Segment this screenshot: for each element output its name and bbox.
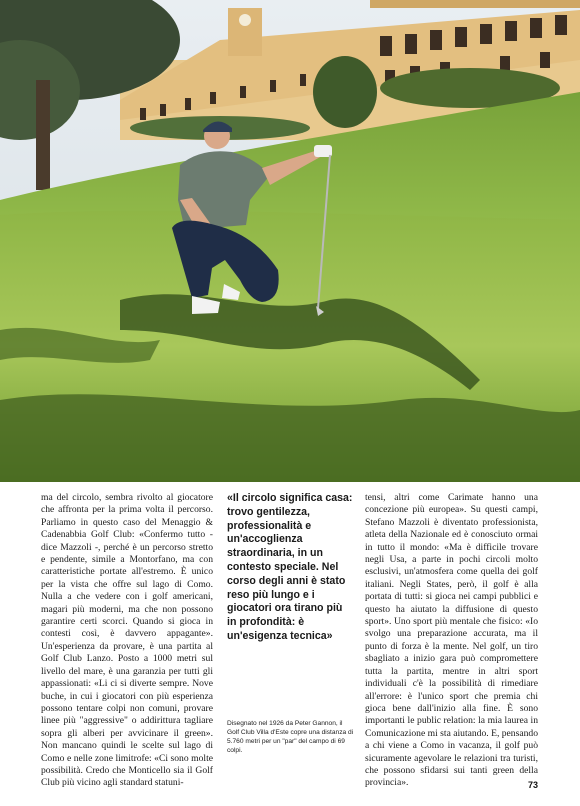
article-left-column [41, 492, 213, 790]
photo-caption: Disegnato nel 1926 da Peter Gannon, il Golf Club Villa d'Este copre una distanza di 5.760 metri per un "par" del campo di 69 colpi. [227, 720, 354, 754]
article-right-column [365, 492, 538, 790]
page-number: 73 [528, 780, 539, 790]
article-left-text: ma del circolo, sembra rivolto al giocatore che affronta per la prima volta il percorso. Parliamo in questo caso del Menaggio & Cadenabbia Golf Club: «Confermo tutto - dice Mazzoli -, perché è un percorso stretto e pendente, simile a Montorfano, ma con caratteristiche portate all'estremo. È unico per la vista che offre sul lago di Como. Nulla a che vedere con i golf americani, magari più moderni, ma che non possono garantire certi scorci. Quando si gioca in contesti così, è davvero appagante». Un'esperienza da provare, è una partita al Golf Club Lanzo. Posto a 1000 metri sul livello del mare, è una garanzia per tutti gli appassionati: «Li ci si diverte sempre. Nove buche, in cui i giocatori con più esperienza possono tentare colpi non comuni, provare linee più "aggressive" o addirittura tagliare sopra gli alberi per avvicinare il green». Non mancano quindi le scelte sul lago di Como e nelle zone limitrofe: «Ci sono molte possibilità. Credo che Monticello sia il Golf Club più vicino agli standard statuni- [41, 492, 213, 789]
article-right-text: tensi, altri come Carimate hanno una concezione più europea». Su questi campi, Stefano Mazzoli è diventato professionista, atleta della Nazionale ed è conosciuto ormai in tutto il mondo: «Ma è difficile trovare negli Usa, a parte in pochi circoli molto esclusivi, un'atmosfera come quella dei golf italiani. Negli States, però, il golf è alla portata di tutti: si gioca nei campi pubblici e questo ha aiutato la diffusione di questo sport». Uno sport più mentale che fisico: «Io svolgo una preparazione accurata, ma il punto di forza è la mente. Nel golf, un tiro sbagliato a inizio gara può compromettere tutta la partita, mentre in altri sport individuali c'è la possibilità di rimediare all'errore: è l'unico sport che premia chi gioca bene dall'inizio alla fine. È sono importanti le public relation: la mia laurea in Comunicazione mi sta aiutando. E, pensando a chi viene a Como in vacanza, il golf può sicuramente agevolare le relazioni tra turisti, che possono sfidarsi sui tanti green della provincia». [365, 492, 538, 789]
pull-quote: «Il circolo significa casa: trovo gentilezza, professionalità e un'accoglienza straordinaria, in un contesto speciale. Nel corso degli anni è stato reso più lungo e i giocatori ora tirano più in profondità: è un'esigenza tecnica» [227, 492, 353, 642]
